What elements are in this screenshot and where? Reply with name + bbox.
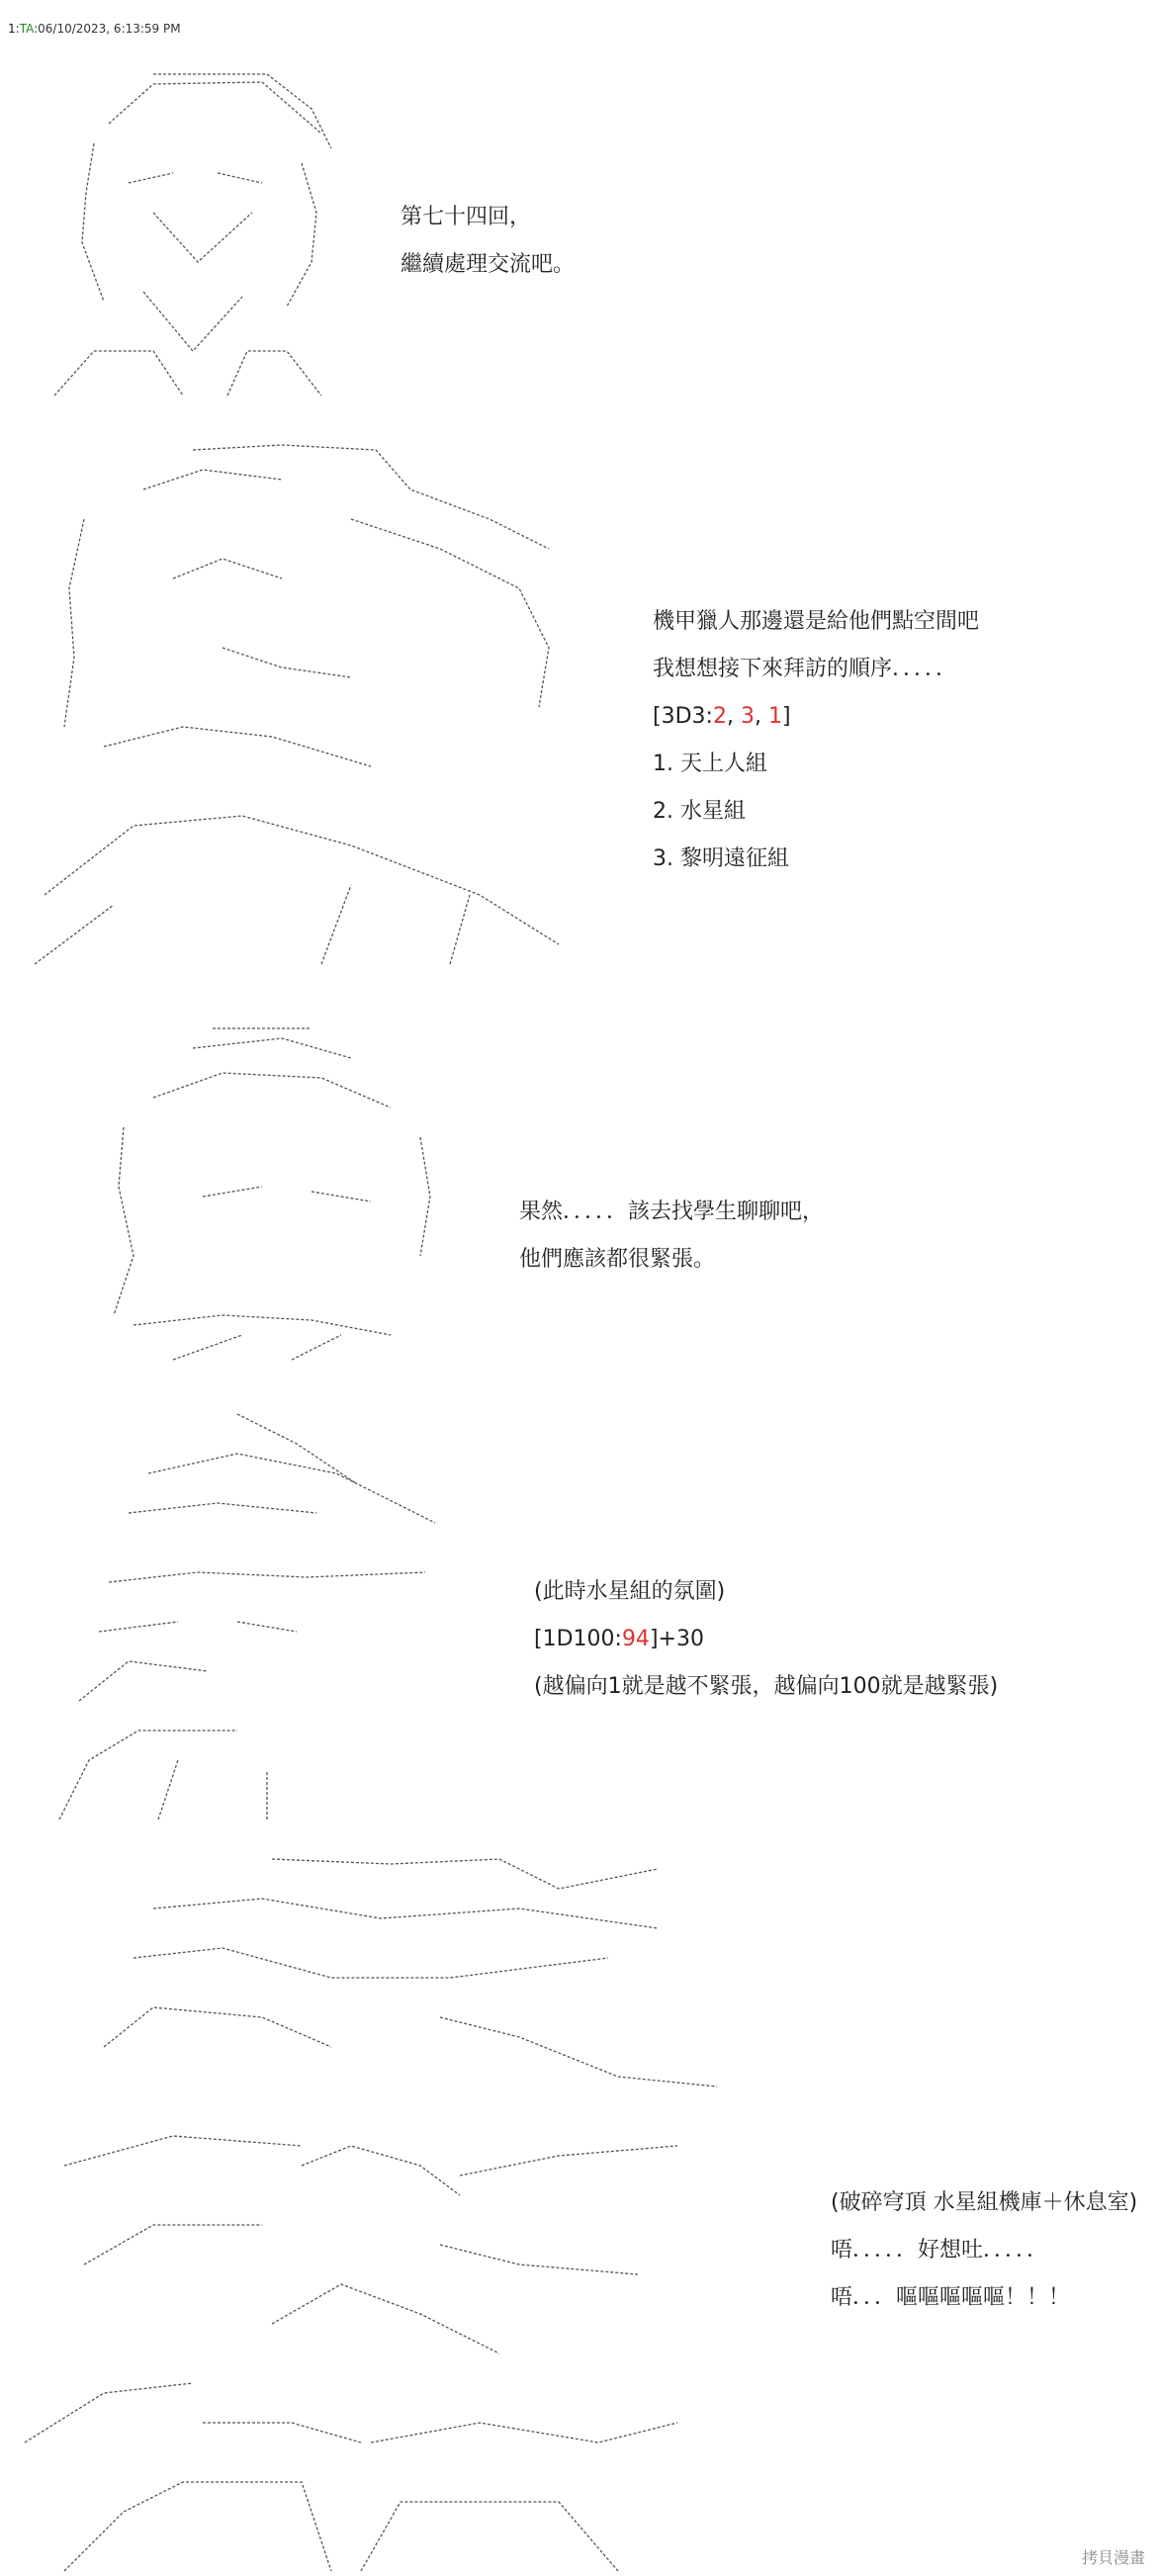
dice-value: 94 (621, 1627, 650, 1651)
post-header: 1:TA:06/10/2023, 6:13:59 PM (8, 22, 181, 36)
ascii-art-character-1 (35, 54, 341, 405)
narration-line: 繼續處理交流吧。 (400, 252, 576, 277)
ascii-art-character-5 (5, 1849, 776, 2576)
panel-4-line-3: (越偏向1就是越不緊張，越偏向100就是越緊張) (534, 1674, 999, 1699)
panel-3-text (519, 1189, 824, 1284)
ascii-art-character-4 (40, 1404, 455, 1829)
list-item: 1. 天上人組 (653, 752, 767, 776)
panel-3-line-2: 他們應該都很緊張。 (519, 1247, 716, 1272)
ascii-art-character-2 (25, 430, 578, 969)
panel-5-line-2: 唔．．．．．好想吐．．．．． (831, 2238, 1049, 2263)
dice-value-1: 2 (712, 704, 727, 729)
dice-value-2: 3 (740, 704, 755, 729)
panel-2-line-1: 機甲獵人那邊還是給他們點空間吧 (653, 609, 980, 634)
panel-5-text (831, 2179, 1137, 2322)
list-item: 3. 黎明遠征組 (653, 846, 789, 871)
panel-2-line-2: 我想想接下來拜訪的順序．．．．． (653, 657, 958, 681)
panel-5-line-1: (破碎穹頂 水星組機庫＋休息室) (831, 2190, 1138, 2215)
post-author-tag: TA (19, 22, 35, 36)
dice-value-3: 1 (767, 704, 782, 729)
panel-5-line-3: 唔．．．嘔嘔嘔嘔嘔！！！ (831, 2285, 1071, 2310)
panel-2-text (653, 598, 979, 883)
dice-roll-1d100 (534, 1616, 998, 1663)
post-timestamp: :06/10/2023, 6:13:59 PM (34, 22, 181, 36)
post-index: 1 (8, 22, 16, 36)
ascii-art-character-3 (94, 1019, 450, 1365)
dice-suffix: ]+30 (649, 1627, 704, 1651)
dice-roll-3d3: [3D3:2, 3, 1] (653, 704, 791, 729)
chapter-line: 第七十四回， (400, 205, 532, 229)
panel-4-text (534, 1568, 998, 1711)
panel-3-line-1: 果然．．．．．該去找學生聊聊吧， (519, 1199, 825, 1224)
panel-1-text (400, 194, 575, 289)
dice-prefix: [3D3: (653, 704, 713, 729)
dice-prefix: [1D100: (534, 1627, 622, 1651)
watermark: 拷貝漫畫 (1081, 2548, 1145, 2567)
panel-4-line-1: (此時水星組的氛圍) (534, 1579, 726, 1604)
dice-suffix: ] (781, 704, 791, 729)
list-item: 2. 水星組 (653, 799, 746, 824)
